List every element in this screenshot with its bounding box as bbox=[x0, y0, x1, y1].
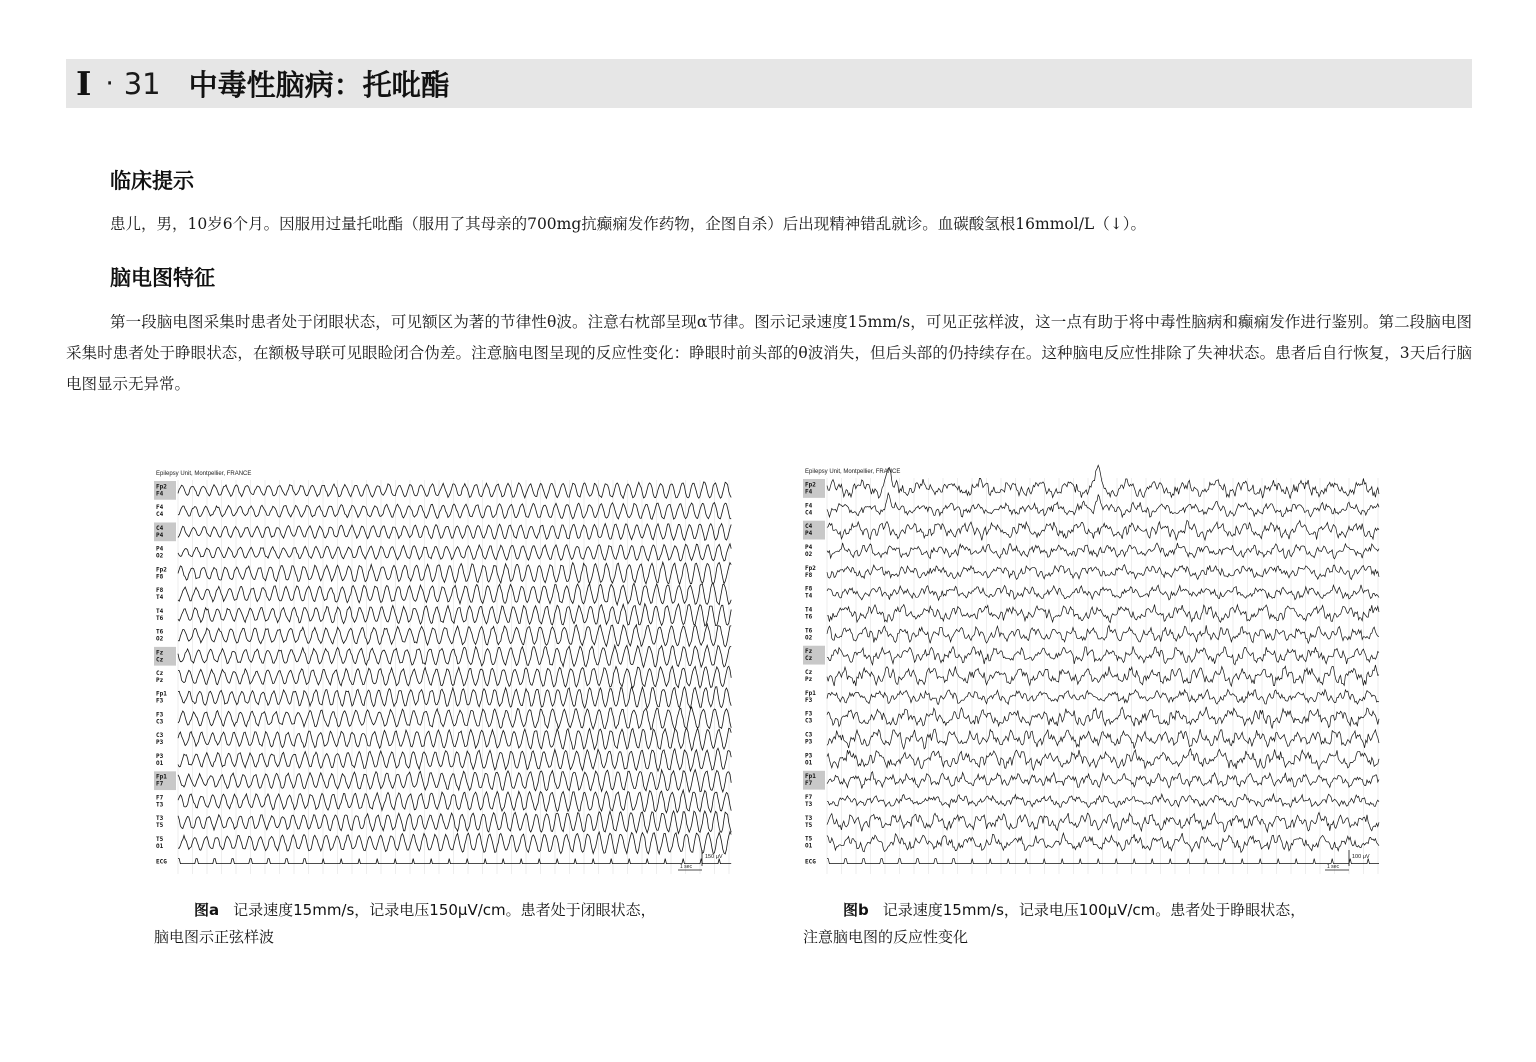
eeg-trace bbox=[178, 770, 731, 792]
title-separator: · bbox=[105, 68, 114, 99]
eeg-channel-label bbox=[805, 586, 813, 600]
eeg-channel-label bbox=[803, 771, 825, 790]
eeg-trace bbox=[827, 729, 1379, 749]
title-bar bbox=[66, 59, 1472, 108]
eeg-trace bbox=[178, 707, 731, 730]
eeg-channel-label bbox=[805, 711, 813, 725]
eeg-channel-label bbox=[805, 627, 813, 641]
figure-a-caption-line1 bbox=[194, 897, 656, 924]
svg-text:O2: O2 bbox=[805, 634, 813, 642]
svg-text:Fp2: Fp2 bbox=[805, 564, 816, 572]
eeg-channel-label bbox=[805, 606, 813, 620]
svg-text:T6: T6 bbox=[156, 614, 164, 622]
svg-text:Fp1: Fp1 bbox=[805, 773, 816, 781]
svg-text:O2: O2 bbox=[805, 550, 813, 558]
figure-b-caption-line1 bbox=[843, 897, 1305, 924]
svg-text:F3: F3 bbox=[805, 710, 813, 718]
svg-text:T6: T6 bbox=[156, 628, 164, 636]
svg-text:Fz: Fz bbox=[805, 648, 813, 656]
eeg-scale-label: 150 μV bbox=[705, 854, 723, 860]
figure-b-caption-text: 记录速度15mm/s，记录电压100μV/cm。患者处于睁眼状态， bbox=[882, 901, 1306, 919]
svg-text:P4: P4 bbox=[156, 531, 164, 539]
eeg-trace bbox=[827, 859, 1379, 864]
svg-text:F4: F4 bbox=[805, 488, 813, 496]
svg-text:F8: F8 bbox=[805, 585, 813, 593]
svg-text:Cz: Cz bbox=[805, 655, 813, 663]
eeg-channel-label bbox=[156, 753, 164, 767]
eeg-channel-label bbox=[156, 794, 164, 808]
svg-text:P3: P3 bbox=[805, 738, 813, 746]
eeg-trace bbox=[827, 772, 1379, 789]
svg-text:Cz: Cz bbox=[156, 656, 164, 664]
eeg-channel-label bbox=[805, 859, 816, 866]
svg-text:F3: F3 bbox=[805, 696, 813, 704]
svg-text:F3: F3 bbox=[156, 697, 164, 705]
svg-text:P4: P4 bbox=[156, 545, 164, 553]
eeg-source-label: Epilepsy Unit, Montpellier, FRANCE bbox=[156, 471, 252, 477]
eeg-heading: 脑电图特征 bbox=[110, 266, 215, 290]
svg-text:F3: F3 bbox=[156, 711, 164, 719]
figure-a-caption-text: 记录速度15mm/s，记录电压150μV/cm。患者处于闭眼状态， bbox=[233, 901, 656, 919]
eeg-channel-label bbox=[805, 690, 816, 704]
eeg-channel-label bbox=[805, 794, 813, 808]
eeg-channel-label bbox=[156, 859, 167, 866]
eeg-channel-label bbox=[156, 608, 164, 622]
eeg-channel-label bbox=[803, 646, 825, 665]
svg-text:F8: F8 bbox=[156, 587, 164, 595]
svg-text:T4: T4 bbox=[156, 594, 164, 602]
eeg-trace bbox=[827, 813, 1379, 832]
eeg-trace bbox=[178, 666, 731, 688]
svg-text:P3: P3 bbox=[156, 739, 164, 747]
svg-text:F8: F8 bbox=[156, 573, 164, 581]
eeg-trace bbox=[827, 520, 1379, 540]
eeg-channel-label bbox=[156, 836, 164, 850]
figure-a-caption-line2: 脑电图示正弦样波 bbox=[154, 928, 275, 946]
svg-text:C3: C3 bbox=[805, 717, 813, 725]
svg-text:C3: C3 bbox=[805, 731, 813, 739]
svg-text:Pz: Pz bbox=[156, 677, 164, 684]
eeg-source-label: Epilepsy Unit, Montpellier, FRANCE bbox=[805, 469, 901, 475]
svg-text:F8: F8 bbox=[805, 571, 813, 579]
eeg-tracing-a bbox=[154, 466, 738, 880]
eeg-channel-label bbox=[156, 587, 164, 601]
eeg-trace bbox=[827, 665, 1379, 686]
svg-text:C4: C4 bbox=[805, 523, 813, 531]
clinical-text: 患儿，男，10岁6个月。因服用过量托吡酯（服用了其母亲的700mg抗癫痫发作药物，企图自杀）后出现精神错乱就诊。血碳酸氢根16mmol/L（↓）。 bbox=[110, 215, 1146, 233]
svg-text:F7: F7 bbox=[805, 780, 813, 788]
svg-text:T5: T5 bbox=[805, 821, 813, 829]
figure-b-caption-line2: 注意脑电图的反应性变化 bbox=[803, 928, 969, 946]
eeg-text: 第一段脑电图采集时患者处于闭眼状态，可见额区为著的节律性θ波。注意右枕部呈现α节律。图示记录速度15mm/s，可见正弦样波，这一点有助于将中毒性脑病和癫痫发作进行鉴别。第二段脑电图采集时患者处于睁眼状态，在额极导联可见眼睑闭合伪差。注意脑电图呈现的反应性变化：睁眼时前头部的θ波消失，但后头部的仍持续存在。这种脑电反应性排除了失神状态。患者后自行恢复，3天后行脑电图显示无异常。 bbox=[66, 313, 1472, 393]
svg-text:Fp1: Fp1 bbox=[156, 773, 167, 781]
svg-text:ECG: ECG bbox=[805, 858, 816, 866]
eeg-trace bbox=[827, 707, 1379, 729]
eeg-tracing-b bbox=[803, 464, 1385, 880]
svg-text:Pz: Pz bbox=[805, 676, 813, 683]
eeg-trace bbox=[827, 794, 1379, 807]
svg-text:O2: O2 bbox=[156, 635, 164, 643]
figure-b bbox=[803, 464, 1385, 880]
eeg-trace bbox=[178, 624, 731, 647]
svg-text:Fp1: Fp1 bbox=[805, 689, 816, 697]
figure-a-label: 图a bbox=[194, 901, 220, 919]
eeg-trace bbox=[827, 646, 1379, 665]
eeg-trace bbox=[178, 524, 731, 541]
eeg-channel-label bbox=[805, 565, 816, 579]
clinical-heading: 临床提示 bbox=[110, 169, 194, 193]
eeg-trace bbox=[827, 565, 1379, 580]
svg-text:T6: T6 bbox=[805, 613, 813, 621]
eeg-trace bbox=[178, 790, 731, 813]
figure-b-label: 图b bbox=[843, 901, 869, 919]
eeg-trace bbox=[827, 749, 1379, 770]
svg-text:T4: T4 bbox=[156, 607, 164, 615]
eeg-channel-label bbox=[156, 670, 164, 684]
svg-text:C4: C4 bbox=[805, 509, 813, 517]
svg-text:T4: T4 bbox=[805, 606, 813, 614]
svg-text:F7: F7 bbox=[156, 780, 164, 788]
eeg-trace bbox=[178, 544, 731, 561]
svg-text:T3: T3 bbox=[805, 814, 813, 822]
eeg-trace bbox=[178, 583, 731, 605]
eeg-trace bbox=[178, 832, 731, 854]
eeg-channel-label bbox=[803, 479, 825, 498]
eeg-channel-label bbox=[805, 502, 813, 516]
eeg-time-label: 1 sec bbox=[680, 864, 692, 870]
eeg-calibration bbox=[678, 850, 723, 870]
svg-text:F4: F4 bbox=[805, 502, 813, 510]
chapter-number: 31 bbox=[123, 66, 161, 101]
eeg-scale-label: 100 μV bbox=[1352, 854, 1370, 860]
svg-text:F4: F4 bbox=[156, 490, 164, 498]
svg-text:ECG: ECG bbox=[156, 858, 167, 866]
svg-text:C4: C4 bbox=[156, 511, 164, 519]
eeg-trace bbox=[827, 605, 1379, 623]
eeg-channel-label bbox=[154, 647, 176, 666]
eeg-channel-label bbox=[803, 521, 825, 540]
eeg-channel-label bbox=[156, 691, 167, 705]
svg-text:F7: F7 bbox=[805, 794, 813, 802]
eeg-channel-label bbox=[156, 566, 167, 580]
svg-text:Fp1: Fp1 bbox=[156, 690, 167, 698]
svg-text:F7: F7 bbox=[156, 794, 164, 802]
svg-text:O1: O1 bbox=[156, 842, 164, 850]
eeg-trace bbox=[827, 833, 1379, 852]
svg-text:P3: P3 bbox=[156, 752, 164, 760]
svg-text:O1: O1 bbox=[805, 842, 813, 850]
eeg-channel-label bbox=[156, 546, 164, 560]
svg-text:T5: T5 bbox=[805, 835, 813, 843]
svg-text:C4: C4 bbox=[156, 524, 164, 532]
eeg-channel-label bbox=[805, 752, 813, 766]
eeg-channel-label bbox=[805, 836, 813, 850]
svg-text:C3: C3 bbox=[156, 718, 164, 726]
svg-text:F4: F4 bbox=[156, 504, 164, 512]
eeg-channel-label bbox=[154, 522, 176, 541]
eeg-channel-label bbox=[156, 711, 164, 725]
svg-text:Fz: Fz bbox=[156, 649, 164, 657]
eeg-channel-label bbox=[805, 815, 813, 829]
svg-text:P4: P4 bbox=[805, 543, 813, 551]
eeg-trace bbox=[178, 859, 731, 864]
svg-text:T3: T3 bbox=[156, 815, 164, 823]
svg-text:T4: T4 bbox=[805, 592, 813, 600]
eeg-channel-label bbox=[154, 481, 176, 500]
eeg-channel-label bbox=[156, 732, 164, 746]
svg-text:T3: T3 bbox=[156, 801, 164, 809]
eeg-trace bbox=[178, 728, 731, 750]
svg-text:Fp2: Fp2 bbox=[156, 483, 167, 491]
eeg-channel-label bbox=[154, 771, 176, 790]
svg-text:Cz: Cz bbox=[805, 669, 813, 676]
eeg-channel-label bbox=[805, 544, 813, 558]
eeg-channel-label bbox=[156, 629, 164, 643]
eeg-trace bbox=[178, 562, 731, 584]
eeg-trace bbox=[178, 503, 731, 520]
eeg-trace bbox=[827, 493, 1379, 517]
svg-text:P3: P3 bbox=[805, 752, 813, 760]
eeg-trace bbox=[178, 687, 731, 709]
eeg-channel-label bbox=[156, 815, 164, 829]
svg-text:Fp2: Fp2 bbox=[805, 481, 816, 489]
page-title: 中毒性脑病：托吡酯 bbox=[188, 68, 450, 102]
svg-text:C3: C3 bbox=[156, 732, 164, 740]
figure-a bbox=[154, 466, 738, 880]
eeg-channel-label bbox=[156, 504, 164, 518]
svg-text:Fp2: Fp2 bbox=[156, 566, 167, 574]
eeg-trace bbox=[178, 748, 731, 771]
eeg-trace bbox=[827, 625, 1379, 643]
eeg-trace bbox=[827, 543, 1379, 559]
svg-text:Cz: Cz bbox=[156, 670, 164, 677]
svg-text:T3: T3 bbox=[805, 801, 813, 809]
eeg-grid bbox=[827, 478, 1378, 874]
eeg-channel-label bbox=[805, 669, 813, 683]
svg-text:O1: O1 bbox=[156, 759, 164, 767]
svg-text:T6: T6 bbox=[805, 627, 813, 635]
eeg-trace bbox=[827, 585, 1379, 600]
svg-text:T5: T5 bbox=[156, 822, 164, 830]
eeg-time-label: 1 sec bbox=[1327, 864, 1339, 870]
svg-text:T5: T5 bbox=[156, 835, 164, 843]
eeg-trace bbox=[827, 690, 1379, 705]
chapter-numeral: I bbox=[76, 64, 92, 103]
eeg-trace bbox=[178, 811, 731, 833]
eeg-trace bbox=[827, 465, 1379, 498]
svg-text:O2: O2 bbox=[156, 552, 164, 560]
eeg-channel-label bbox=[805, 732, 813, 746]
eeg-trace bbox=[178, 482, 731, 498]
eeg-trace bbox=[178, 645, 731, 667]
eeg-trace bbox=[178, 604, 731, 626]
svg-text:O1: O1 bbox=[805, 759, 813, 767]
svg-text:P4: P4 bbox=[805, 530, 813, 538]
